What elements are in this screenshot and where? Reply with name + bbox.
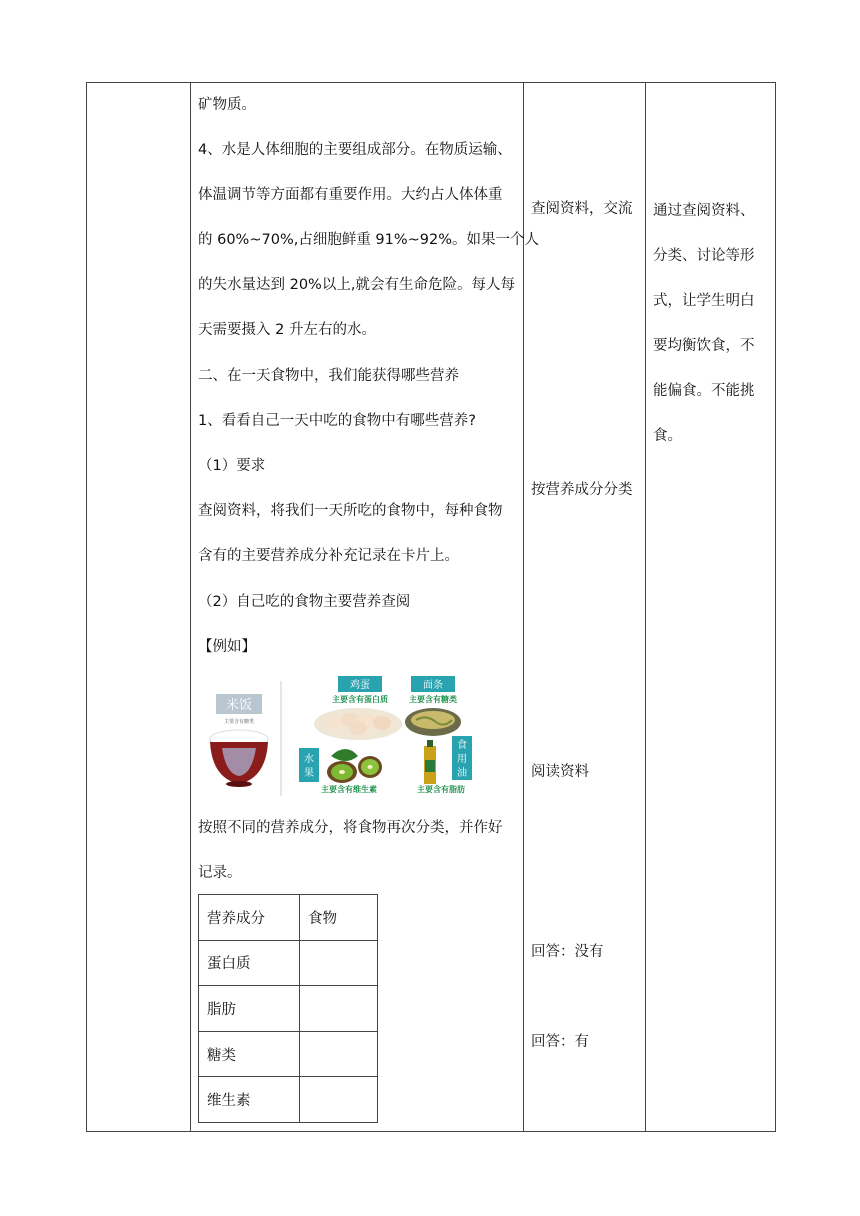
noodle-card <box>405 676 461 736</box>
table-cell-empty <box>300 986 378 1032</box>
content-line: 记录。 <box>198 865 242 881</box>
rice-card-subtitle: 主要含有糖类 <box>223 719 255 725</box>
table-cell: 维生素 <box>199 1077 300 1123</box>
content-line: 体温调节等方面都有重要作用。大约占人体体重 <box>198 187 503 203</box>
activity-text: 查阅资料，交流 <box>531 201 633 217</box>
rice-card <box>210 694 268 787</box>
table-header-cell: 营养成分 <box>199 895 300 941</box>
table-row <box>199 1031 378 1077</box>
activity-text: 按营养成分分类 <box>531 482 633 498</box>
table-cell: 糖类 <box>199 1031 300 1077</box>
content-line: 4、水是人体细胞的主要组成部分。在物质运输、 <box>198 142 512 158</box>
column-divider-3 <box>645 83 646 1131</box>
content-line: 【例如】 <box>198 639 256 655</box>
rice-card-title: 米饭 <box>225 698 253 713</box>
table-cell-empty <box>300 1077 378 1123</box>
activity-text: 回答：有 <box>531 1034 589 1050</box>
table-header-row <box>199 895 378 941</box>
fruit-card <box>299 748 382 794</box>
intent-line: 式，让学生明白 <box>653 293 755 309</box>
nutrition-table <box>198 894 378 1123</box>
fruit-card-subtitle: 主要含有维生素 <box>321 785 377 794</box>
table-header-cell: 食物 <box>300 895 378 941</box>
intent-line: 分类、讨论等形 <box>653 248 755 264</box>
noodle-card-title: 面条 <box>423 680 443 691</box>
oil-card-label-3: 油 <box>457 768 467 779</box>
table-row <box>199 1077 378 1123</box>
activity-text: 阅读资料 <box>531 764 589 780</box>
table-cell-empty <box>300 940 378 986</box>
activity-text: 回答：没有 <box>531 944 604 960</box>
table-cell: 脂肪 <box>199 986 300 1032</box>
egg-card <box>314 676 402 740</box>
table-row <box>199 986 378 1032</box>
intent-line: 要均衡饮食，不 <box>653 338 755 354</box>
content-line: 矿物质。 <box>198 97 256 113</box>
fruit-card-label-2: 果 <box>304 768 314 779</box>
food-nutrition-cards-image <box>126 676 476 801</box>
oil-card <box>417 736 472 794</box>
oil-card-label-1: 食 <box>457 740 467 751</box>
oil-card-subtitle: 主要含有脂肪 <box>417 785 465 794</box>
section-heading: 二、在一天食物中，我们能获得哪些营养 <box>198 368 459 384</box>
noodle-card-subtitle: 主要含有糖类 <box>409 695 457 704</box>
table-row <box>199 940 378 986</box>
lesson-table <box>86 82 776 1132</box>
content-line: 的失水量达到 20%以上,就会有生命危险。每人每 <box>198 277 515 293</box>
egg-card-subtitle: 主要含有蛋白质 <box>332 695 388 704</box>
content-line: 查阅资料，将我们一天所吃的食物中，每种食物 <box>198 503 503 519</box>
content-line: 含有的主要营养成分补充记录在卡片上。 <box>198 548 459 564</box>
column-divider-1 <box>190 83 191 1131</box>
content-line: （2）自己吃的食物主要营养查阅 <box>198 594 411 610</box>
intent-line: 通过查阅资料、 <box>653 203 755 219</box>
content-line: 1、看看自己一天中吃的食物中有哪些营养? <box>198 413 476 429</box>
egg-card-title: 鸡蛋 <box>350 680 370 691</box>
content-line: 按照不同的营养成分，将食物再次分类，并作好 <box>198 820 503 836</box>
content-line: 天需要摄入 2 升左右的水。 <box>198 322 376 338</box>
table-cell-empty <box>300 1031 378 1077</box>
content-line: 的 60%~70%,占细胞鲜重 91%~92%。如果一个人 <box>198 232 540 248</box>
content-line: （1）要求 <box>198 458 266 474</box>
intent-line: 食。 <box>653 428 682 444</box>
fruit-card-label-1: 水 <box>304 754 314 765</box>
table-cell: 蛋白质 <box>199 940 300 986</box>
intent-line: 能偏食。不能挑 <box>653 383 755 399</box>
oil-card-label-2: 用 <box>457 754 467 765</box>
